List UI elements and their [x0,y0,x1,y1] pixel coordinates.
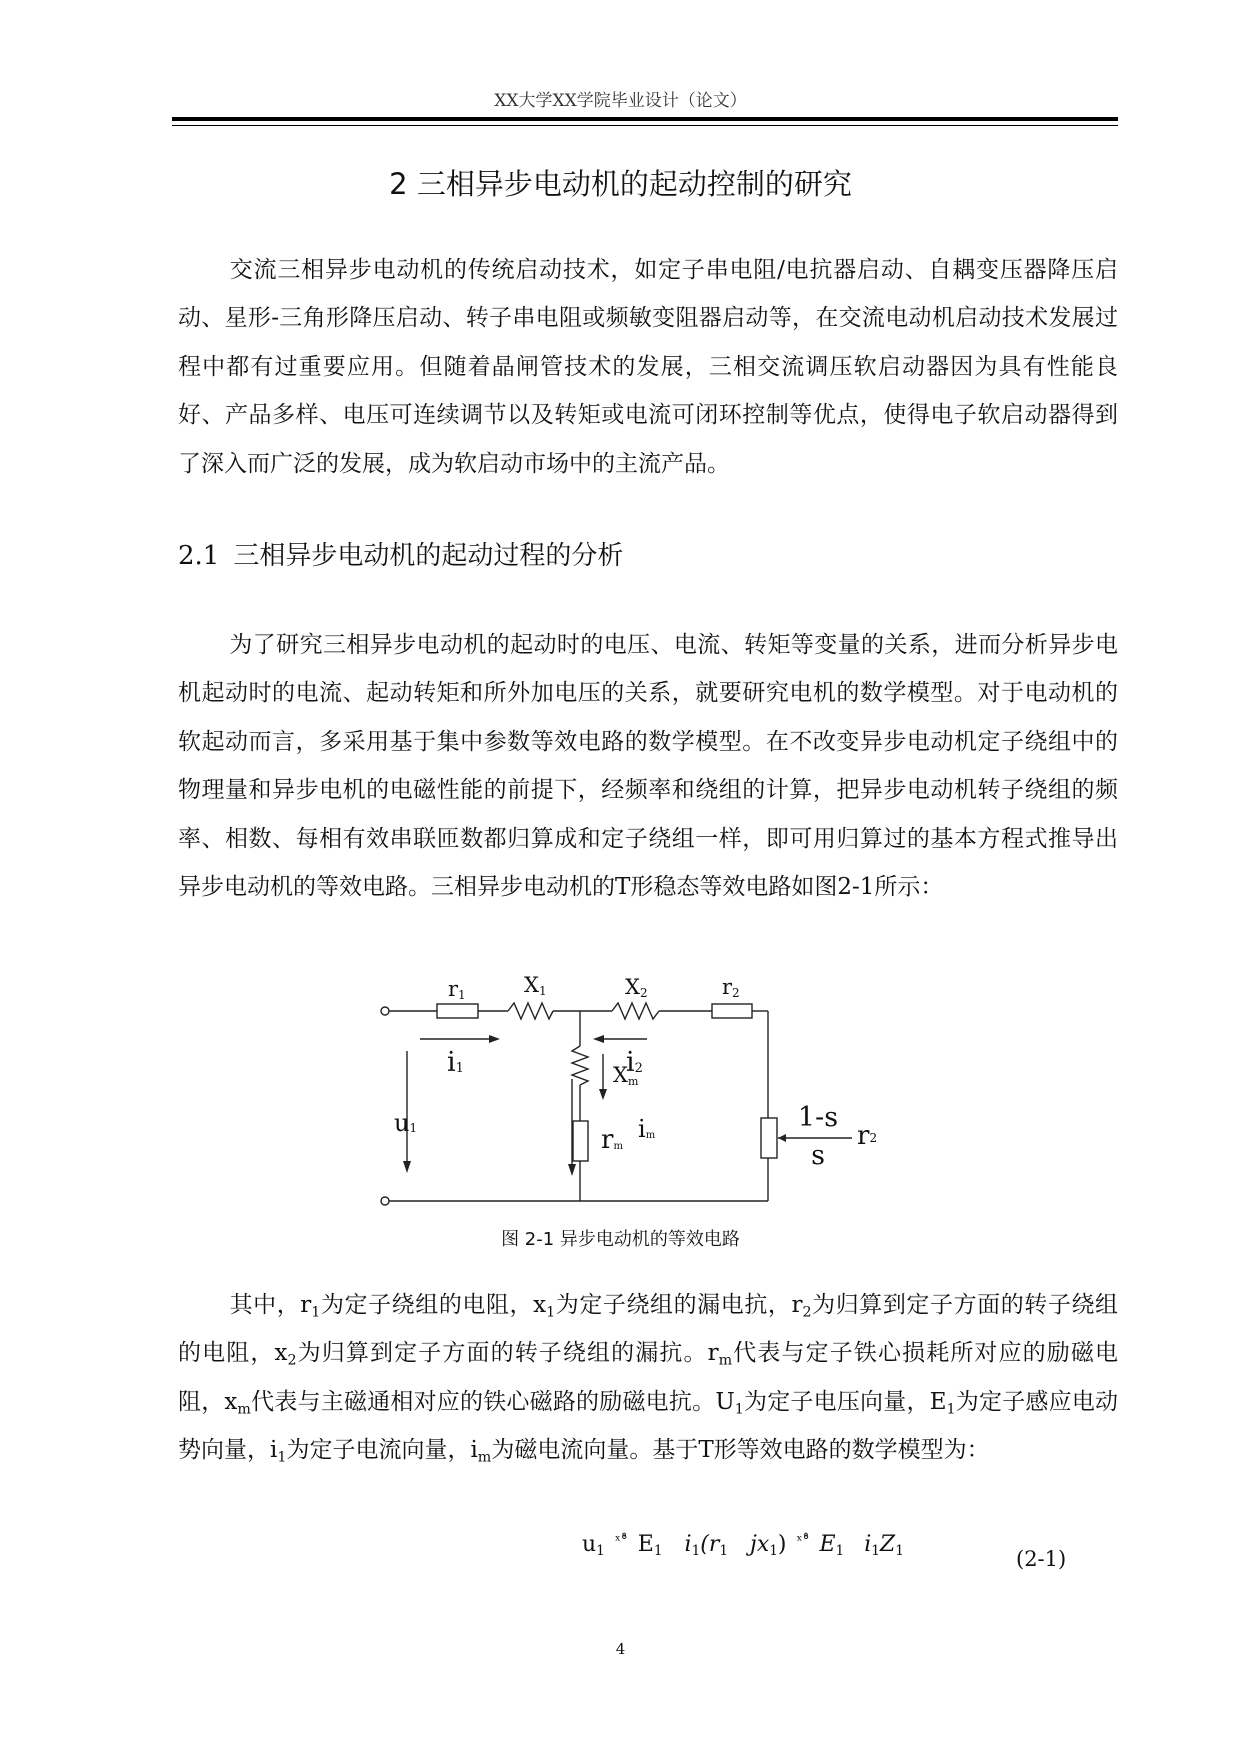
text-run: 代表与主磁通相对应的铁心磁路的励磁电抗。 [250,1388,716,1415]
arrow-xm [599,1089,607,1100]
label-x2: X2 [625,975,648,1000]
arrow-im [568,1164,576,1176]
input-terminal-bottom [381,1197,389,1205]
section-number: 2.1 [178,541,220,571]
resistor-r2 [712,1004,752,1018]
label-rm: rm [601,1125,623,1155]
running-header: XX大学XX学院毕业设计（论文） [494,91,747,111]
symbol-r2: $r_2$ [791,1292,812,1321]
text-run: 为定子绕组的漏电抗， [555,1292,792,1318]
symbol-x2: $x_2$ [274,1340,297,1369]
equation-number: (2-1) [1016,1547,1067,1571]
label-u1: u1 [394,1109,418,1137]
arrow-load-tap [778,1134,786,1142]
label-xm: Xm [613,1063,639,1088]
label-r2: r2 [722,975,740,1000]
figure-caption: 图 2-1 异步电动机的等效电路 [501,1229,740,1250]
symbol-xm: $x_m$ [224,1388,251,1418]
inductor-x1 [508,1003,553,1019]
arrow-u1 [403,1161,411,1173]
label-im: im [638,1115,656,1143]
section-heading [178,535,623,572]
symbol-U1: $U_1$ [715,1388,744,1418]
equation-2-1: $u_1^{ˣ^\circ̊}$ $E_1$ $i_1(r_1$ $jx_1$) $^{ˣ^\circ̊}$ $E_1$ $i_1Z_1$ [582,1532,904,1560]
symbol-rm: $r_m$ [707,1340,733,1369]
paragraph-symbols [178,1281,1118,1475]
text-run: 为定子绕组的电阻， [320,1292,534,1318]
text-run: 为定子电压向量， [743,1388,930,1415]
symbol-r1: $r_1$ [300,1292,321,1321]
page-number: 4 [615,1640,626,1658]
arrow-i2 [593,1035,604,1043]
equivalent-circuit-figure [372,968,932,1208]
text-run: 为定子电流向量， [286,1437,471,1464]
paragraph-model [178,621,1118,911]
symbol-E1: $E_1$ [929,1388,956,1418]
text-run: 为归算到定子方面的转子绕组的漏抗。 [296,1340,708,1367]
label-i2: i2 [626,1047,643,1078]
arrow-i1 [489,1035,500,1043]
label-x1: X1 [524,973,547,998]
label-fraction-numerator: 1-s [797,1102,839,1133]
equation-symbol: ˣ°̊ [614,1533,628,1549]
input-terminal-top [381,1007,389,1015]
equivalent-circuit-diagram [372,968,932,1208]
label-r1: r1 [448,977,466,1002]
label-fraction-denominator: s [811,1140,825,1171]
resistor-r1 [437,1004,478,1018]
inductor-xm [572,1046,588,1085]
symbol-x1: $x_1$ [533,1292,556,1321]
paragraph-intro-text: 交流三相异步电动机的传统启动技术，如定子串电阻/电抗器启动、自耦变压器降压启动、星形-三角形降压启动、转子串电阻或频敏变阻器启动等，在交流电动机启动技术发展过程中都有过重要应用。但随着晶闸管技术的发展，三相交流调压软启动器因为具有性能良好、产品多样、电压可连续调节以及转矩或电流可闭环控制等优点，使得电子软启动器得到了深入而广泛的发展，成为软启动市场中的主流产品。 [178,257,1118,477]
symbol-i1: $i_1$ [270,1437,287,1466]
header-rule-thin [172,125,1118,126]
text-run: 为定子感应电动势向量， [178,1388,1119,1464]
text-run: 其中， [229,1292,301,1318]
header-rule-thick [172,117,1118,121]
chapter-title: 2 三相异步电动机的起动控制的研究 [389,167,852,201]
section-title-text: 三相异步电动机的起动过程的分析 [233,541,624,571]
inductor-x2 [612,1003,659,1019]
paragraph-model-text: 为了研究三相异步电动机的起动时的电压、电流、转矩等变量的关系，进而分析异步电机起动时的电流、起动转矩和所外加电压的关系，就要研究电机的数学模型。对于电动机的软起动而言，多采用基于集中参数等效电路的数学模型。在不改变异步电动机定子绕组中的物理量和异步电机的电磁性能的前提下，经频率和绕组的计算，把异步电动机转子绕组的频率、相数、每相有效串联匝数都归算成和定子绕组一样，即可用归算过的基本方程式推导出异步电动机的等效电路。三相异步电动机的T形稳态等效电路如图2-1所示： [178,632,1118,901]
label-r2-load: r2 [857,1121,878,1151]
load-resistor [761,1118,777,1158]
label-i1: i1 [447,1047,464,1078]
symbol-im: $i_m$ [470,1437,492,1466]
resistor-rm [573,1121,588,1161]
text-run: 代表与定子铁心损耗所对应的励磁电阻， [178,1340,1119,1415]
text-run: 为归算到定子方面的转子绕组的电阻， [178,1292,1119,1367]
text-run: 为磁电流向量。基于T形等效电路的数学模型为： [491,1437,990,1464]
paragraph-intro [178,246,1118,488]
equation-symbol: ˣ°̊ [796,1533,810,1549]
